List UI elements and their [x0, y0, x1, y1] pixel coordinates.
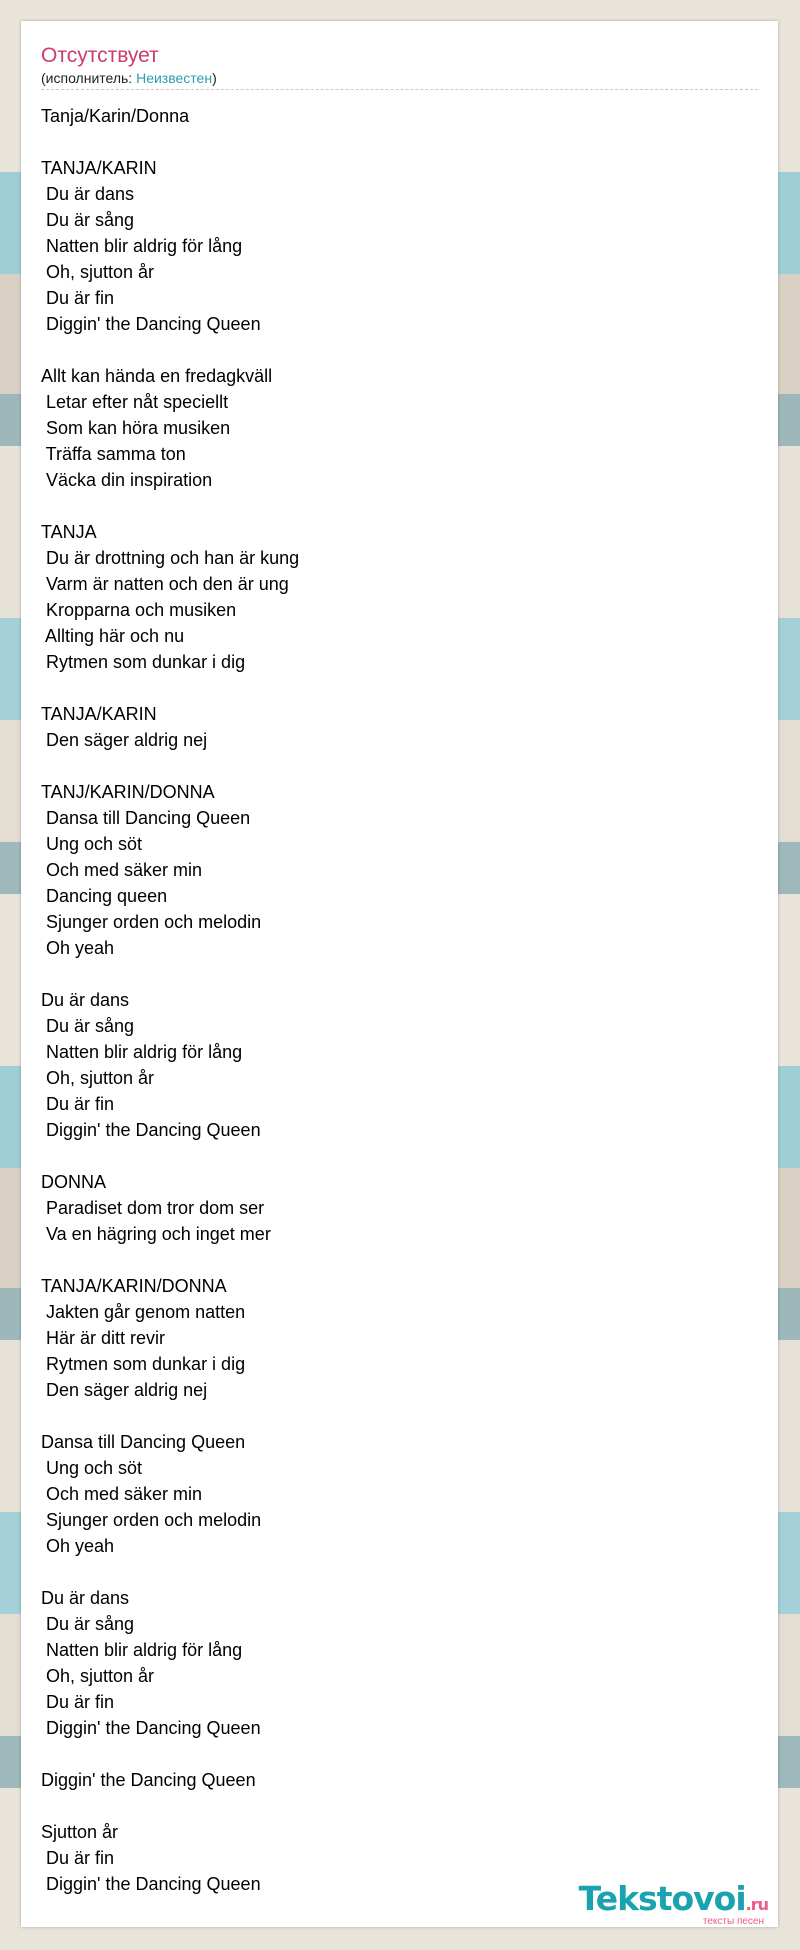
logo-tagline: тексты песен — [702, 1916, 764, 1927]
lyrics-line: Den säger aldrig nej — [41, 730, 208, 750]
lyrics-line: Diggin' the Dancing Queen — [41, 1874, 261, 1894]
lyrics-line: Oh, sjutton år — [41, 1068, 155, 1088]
lyrics-line: TANJA/KARIN — [41, 704, 157, 724]
song-header — [41, 43, 758, 90]
lyrics-line: Du är fin — [41, 1692, 115, 1712]
lyrics-line: Paradiset dom tror dom ser — [41, 1198, 265, 1218]
lyrics-line: Som kan höra musiken — [41, 418, 231, 438]
lyrics-line: Va en hägring och inget mer — [41, 1224, 271, 1244]
artist-link[interactable]: Неизвестен — [136, 70, 213, 86]
lyrics-line: Jakten går genom natten — [41, 1302, 246, 1322]
artist-suffix: ) — [212, 70, 217, 86]
lyrics-line: Du är sång — [41, 210, 135, 230]
lyrics-page — [21, 21, 778, 1927]
lyrics-line: Varm är natten och den är ung — [41, 574, 289, 594]
lyrics-line: Allt kan hända en fredagkväll — [41, 366, 273, 386]
lyrics-line: Letar efter nåt speciellt — [41, 392, 229, 412]
lyrics-line: Dancing queen — [41, 886, 168, 906]
lyrics-line: Ung och söt — [41, 834, 143, 854]
lyrics-line: Du är fin — [41, 1094, 115, 1114]
lyrics-line: Oh yeah — [41, 938, 115, 958]
lyrics-line: Diggin' the Dancing Queen — [41, 1120, 261, 1140]
lyrics-line: Du är fin — [41, 1848, 115, 1868]
lyrics-line: Du är fin — [41, 288, 115, 308]
site-logo[interactable] — [568, 1879, 768, 1927]
lyrics-line: Dansa till Dancing Queen — [41, 1432, 246, 1452]
lyrics-line: Rytmen som dunkar i dig — [41, 1354, 246, 1374]
lyrics-line: Den säger aldrig nej — [41, 1380, 208, 1400]
lyrics-line: Natten blir aldrig för lång — [41, 1640, 243, 1660]
lyrics-line: Allting här och nu — [41, 626, 185, 646]
lyrics-line: Här är ditt revir — [41, 1328, 166, 1348]
lyrics-line: Oh, sjutton år — [41, 262, 155, 282]
lyrics-line: Och med säker min — [41, 860, 203, 880]
lyrics-line: Sjunger orden och melodin — [41, 1510, 262, 1530]
lyrics-line: Oh, sjutton år — [41, 1666, 155, 1686]
lyrics-line: Natten blir aldrig för lång — [41, 1042, 243, 1062]
lyrics-text — [41, 103, 761, 1897]
lyrics-line: Ung och söt — [41, 1458, 143, 1478]
lyrics-line: Och med säker min — [41, 1484, 203, 1504]
lyrics-line: Diggin' the Dancing Queen — [41, 314, 261, 334]
lyrics-line: Oh yeah — [41, 1536, 115, 1556]
lyrics-line: Natten blir aldrig för lång — [41, 236, 243, 256]
lyrics-line: TANJA — [41, 522, 97, 542]
lyrics-line: Sjunger orden och melodin — [41, 912, 262, 932]
artist-prefix: (исполнитель: — [41, 70, 137, 86]
lyrics-line: TANJA/KARIN — [41, 158, 157, 178]
lyrics-line: Träffa samma ton — [41, 444, 186, 464]
lyrics-line: Sjutton år — [41, 1822, 119, 1842]
lyrics-line: Du är drottning och han är kung — [41, 548, 300, 568]
artist-line — [41, 69, 758, 87]
lyrics-line: Du är sång — [41, 1016, 135, 1036]
logo-name: Tekstovoi — [578, 1879, 746, 1918]
lyrics-line: TANJA/KARIN/DONNA — [41, 1276, 227, 1296]
lyrics-line: Du är dans — [41, 1588, 130, 1608]
lyrics-line: Kropparna och musiken — [41, 600, 237, 620]
lyrics-line: Dansa till Dancing Queen — [41, 808, 251, 828]
lyrics-line: Diggin' the Dancing Queen — [41, 1770, 256, 1790]
song-title: Отсутствует — [41, 44, 159, 67]
lyrics-line: Diggin' the Dancing Queen — [41, 1718, 261, 1738]
lyrics-line: TANJ/KARIN/DONNA — [41, 782, 215, 802]
lyrics-line: DONNA — [41, 1172, 107, 1192]
logo-tld: .ru — [745, 1895, 768, 1914]
lyrics-line: Du är dans — [41, 990, 130, 1010]
lyrics-line: Väcka din inspiration — [41, 470, 213, 490]
lyrics-line: Rytmen som dunkar i dig — [41, 652, 246, 672]
lyrics-line: Du är sång — [41, 1614, 135, 1634]
lyrics-line: Tanja/Karin/Donna — [41, 106, 190, 126]
lyrics-line: Du är dans — [41, 184, 135, 204]
